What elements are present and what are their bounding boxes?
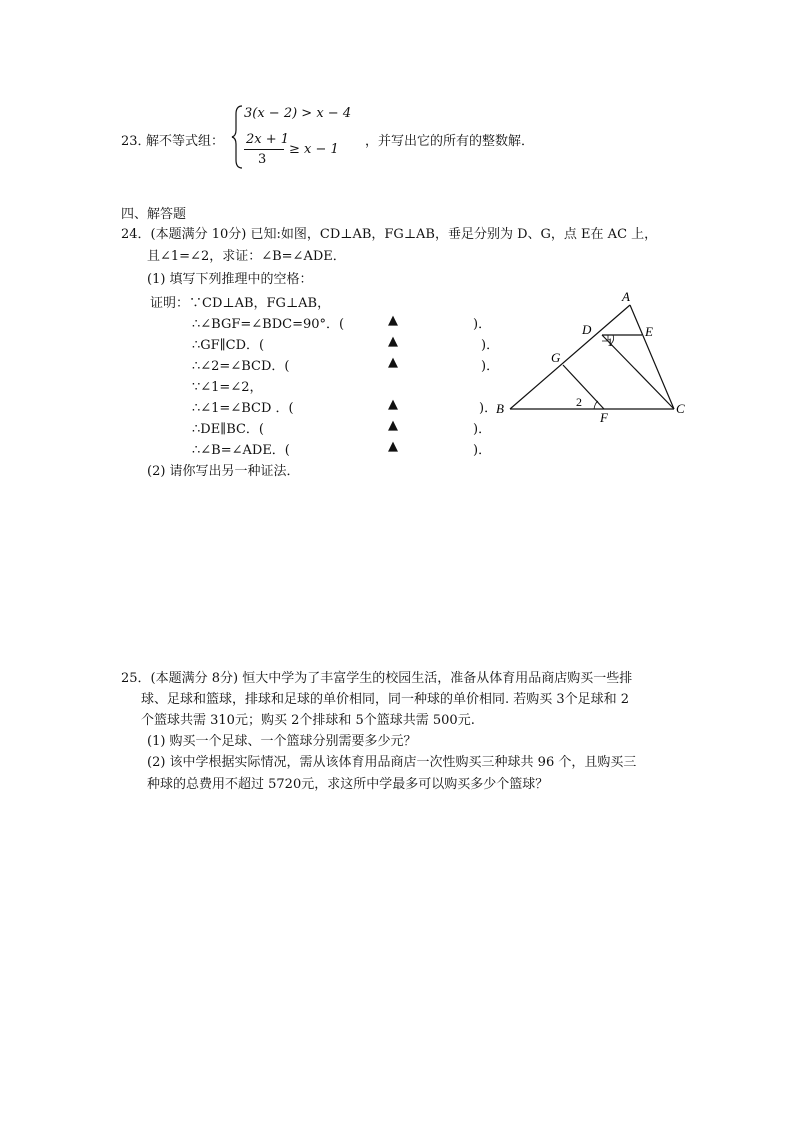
blank-close: )． (473, 422, 492, 437)
q25-sub-question-1: (1) 购买一个足球、一个篮球分别需要多少元？ (147, 734, 417, 749)
q23-suffix: ，并写出它的所有的整数解． (365, 134, 535, 149)
label-b: B (496, 401, 504, 416)
blank-close: )． (479, 401, 498, 416)
q25-line: 个篮球共需 310元；购买 2个排球和 5个篮球共需 500元. (141, 713, 475, 728)
proof-step: ∴∠BGF=∠BDC=90°．( (192, 317, 345, 332)
label-c: C (676, 401, 685, 416)
q24-part-2: (2) 请你写出另一种证法． (147, 464, 300, 479)
label-f: F (600, 410, 608, 425)
blank-close: )． (473, 443, 492, 458)
q24-part-1: (1) 填写下列推理中的空格： (147, 272, 313, 287)
q23-inequality-2-denominator: 3 (258, 152, 267, 167)
blank-marker: ▲ (388, 334, 398, 349)
label-g: G (551, 350, 561, 365)
q23-inequality-1: 3(x − 2) > x − 4 (244, 106, 352, 121)
q25-line: 种球的总费用不超过 5720元，求这所中学最多可以购买多少个篮球？ (147, 777, 549, 792)
q24-line-1: 24．(本题满分 10分) 已知:如图，CD⊥AB，FG⊥AB，垂足分别为 D、G，点 E在 AC 上， (121, 227, 658, 242)
label-angle-1: 1 (607, 335, 613, 349)
proof-step: ∴GF∥CD．( (192, 338, 265, 353)
label-d: D (582, 322, 592, 337)
proof-step: ∴∠B=∠ADE．( (192, 443, 290, 458)
blank-close: )． (473, 317, 492, 332)
blank-marker: ▲ (388, 439, 398, 454)
q25-line: 球、足球和篮球，排球和足球的单价相同，同一种球的单价相同. 若购买 3个足球和 2 (141, 692, 630, 707)
side-ac (630, 305, 674, 409)
q23-prompt: 解不等式组： (146, 134, 225, 149)
triangle-figure (490, 285, 690, 430)
side-ab (510, 305, 630, 409)
proof-step: ∴DE∥BC．( (192, 422, 265, 437)
label-e: E (645, 324, 653, 339)
proof-step: 证明：∵CD⊥AB，FG⊥AB， (150, 296, 331, 311)
q23-number: 23． (121, 134, 151, 149)
label-angle-2: 2 (576, 395, 582, 409)
label-a: A (622, 289, 630, 304)
blank-marker: ▲ (388, 313, 398, 328)
blank-marker: ▲ (388, 355, 398, 370)
q24-line-2: 且∠1=∠2，求证：∠B=∠ADE． (147, 249, 346, 264)
system-brace (230, 104, 244, 170)
blank-marker: ▲ (388, 397, 398, 412)
fraction-bar (244, 149, 284, 150)
proof-step: ∵∠1=∠2， (192, 380, 263, 395)
blank-marker: ▲ (388, 418, 398, 433)
segment-gf (563, 365, 604, 409)
section-title: 四、解答题 (121, 207, 187, 222)
proof-step: ∴∠2=∠BCD．( (192, 359, 290, 374)
q23-inequality-2-rhs: ≥ x − 1 (289, 142, 339, 157)
blank-close: )． (481, 338, 500, 353)
proof-step: ∴∠1=∠BCD ．( (192, 401, 294, 416)
q23-inequality-2-numerator: 2x + 1 (246, 132, 290, 147)
q25-line: 25．(本题满分 8分) 恒大中学为了丰富学生的校园生活，准备从体育用品商店购买一些排 (121, 671, 633, 686)
q25-sub-question-2: (2) 该中学根据实际情况，需从该体育用品商店一次性购买三种球共 96 个，且购买三 (147, 755, 637, 770)
blank-close: )． (481, 359, 500, 374)
